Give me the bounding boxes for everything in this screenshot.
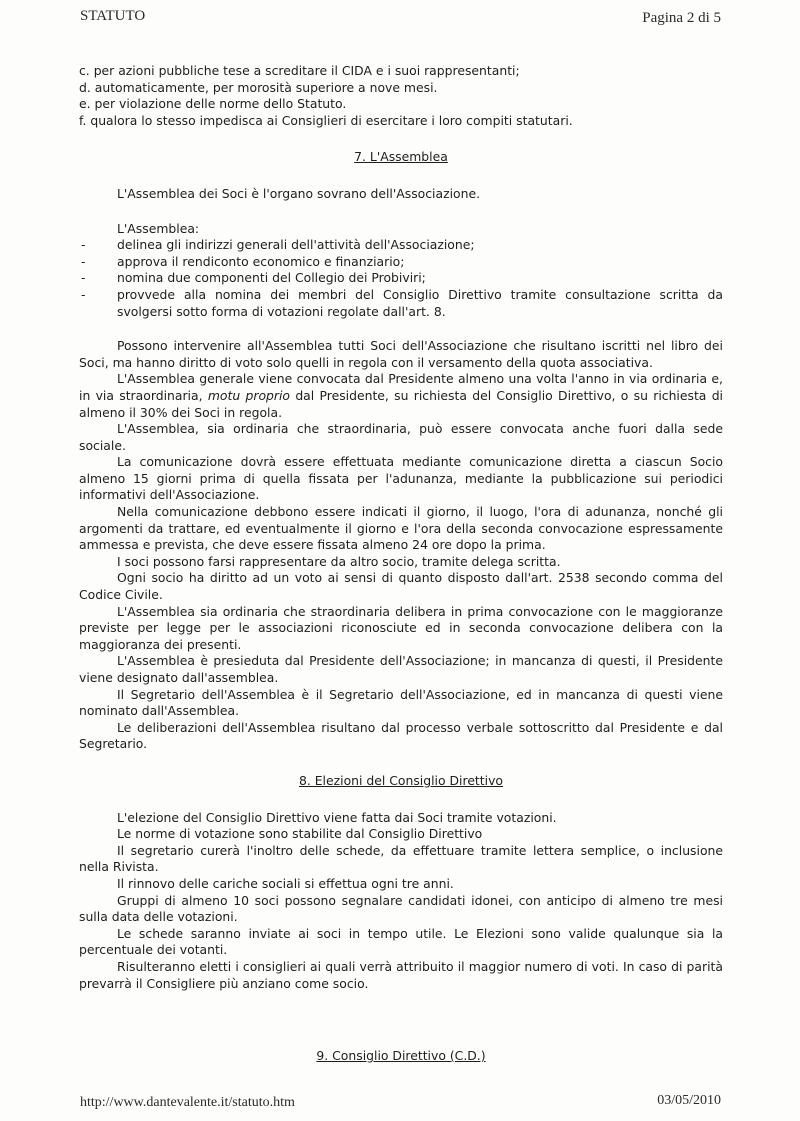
paragraph: L'Assemblea, sia ordinaria che straordinaria, può essere convocata anche fuori dalla sede sociale. <box>79 421 723 453</box>
list-item <box>79 287 723 320</box>
paragraph: Le norme di votazione sono stabilite dal Consiglio Direttivo <box>117 826 483 842</box>
document-body <box>79 63 723 1065</box>
list-item-text: approva il rendiconto economico e finanziario; <box>117 253 405 269</box>
list-item: f. qualora lo stesso impedisca ai Consiglieri di esercitare i loro compiti statutari. <box>79 112 573 128</box>
paragraph: Nella comunicazione debbono essere indicati il giorno, il luogo, l'ora di adunanza, nonché gli argomenti da trattare, ed eventualmente il giorno e l'ora della seconda convocazione espressamente ammessa e prevista, che deve essere fissata almeno 24 ore dopo la prima. <box>79 504 723 553</box>
dash-bullet: - <box>81 286 86 302</box>
text-segment: L'Assemblea generale viene convocata dal Presidente almeno una volta l'anno in via ordinaria e, in via straordinaria, <box>79 371 723 403</box>
paragraph: Risulteranno eletti i consiglieri ai quali verrà attribuito il maggior numero di voti. In caso di parità prevarrà il Consigliere più anziano come socio. <box>79 958 723 991</box>
paragraph: Il segretario curerà l'inoltro delle schede, da effettuare tramite lettera semplice, o inclusione nella Rivista. <box>79 842 723 875</box>
paragraph: L'Assemblea dei Soci è l'organo sovrano dell'Associazione. <box>117 185 481 201</box>
list-intro: L'Assemblea: <box>117 220 200 236</box>
list-item-text: nomina due componenti del Collegio dei Probiviri; <box>117 270 426 286</box>
footer-date: 03/05/2010 <box>657 1093 721 1108</box>
italic-phrase: motu proprio <box>207 387 291 403</box>
list-item <box>79 237 723 254</box>
paragraph: Gruppi di almeno 10 soci possono segnalare candidati idonei, con anticipo di almeno tre mesi sulla data delle votazioni. <box>79 892 723 925</box>
dash-bullet: - <box>81 237 86 253</box>
section-heading-8: 8. Elezioni del Consiglio Direttivo <box>298 772 504 788</box>
paragraph: Le deliberazioni dell'Assemblea risultano dal processo verbale sottoscritto dal Presidente e dal Segretario. <box>79 719 723 752</box>
section-heading-9: 9. Consiglio Direttivo (C.D.) <box>316 1048 486 1064</box>
section-heading-7: 7. L'Assemblea <box>354 149 448 165</box>
list-item: c. per azioni pubbliche tese a screditare il CIDA e i suoi rappresentanti; <box>79 63 520 78</box>
paragraph <box>79 371 723 421</box>
list-item: e. per violazione delle norme dello Statuto. <box>79 96 347 112</box>
paragraph: Ogni socio ha diritto ad un voto ai sensi di quanto disposto dall'art. 2538 secondo comma del Codice Civile. <box>79 570 723 603</box>
paragraph: L'Assemblea è presieduta dal Presidente dell'Associazione; in mancanza di questi, il Presidente viene designato dall'assemblea. <box>79 653 723 685</box>
list-item <box>79 254 723 271</box>
page-number: Pagina 2 di 5 <box>642 10 721 26</box>
paragraph: I soci possono farsi rappresentare da altro socio, tramite delega scritta. <box>117 553 561 569</box>
paragraph: Possono intervenire all'Assemblea tutti Soci dell'Associazione che risultano iscritti nel libro dei Soci, ma hanno diritto di voto solo quelli in regola con il versamento della quota associativa. <box>79 338 723 370</box>
dash-bullet: - <box>81 270 86 286</box>
paragraph: L'Assemblea sia ordinaria che straordinaria delibera in prima convocazione con le maggioranze previste per legge per le associazioni riconosciute ed in seconda convocazione delibera con la maggioranza dei presenti. <box>79 603 723 652</box>
header-title: STATUTO <box>80 8 146 24</box>
list-item <box>79 270 723 287</box>
list-item: d. automaticamente, per morosità superiore a nove mesi. <box>79 79 438 95</box>
paragraph: La comunicazione dovrà essere effettuata mediante comunicazione diretta a ciascun Socio almeno 15 giorni prima di quella fissata per l'adunanza, mediante la pubblicazione sui periodici informativi dell'Associazione. <box>79 454 723 503</box>
list-item-text: delinea gli indirizzi generali dell'attività dell'Associazione; <box>117 237 475 253</box>
list-item-text: provvede alla nomina dei membri del Consiglio Direttivo tramite consultazione scritta da svolgersi sotto forma di votazioni regolate dall'art. 8. <box>117 286 723 319</box>
text-segment: dal Presidente, su richiesta del Consiglio Direttivo, o su richiesta di almeno il 30% dei Soci in regola. <box>79 387 723 420</box>
footer-url: http://www.dantevalente.it/statuto.htm <box>80 1095 295 1110</box>
paragraph: Le schede saranno inviate ai soci in tempo utile. Le Elezioni sono valide qualunque sia la percentuale dei votanti. <box>79 925 723 958</box>
dash-bullet: - <box>81 253 86 269</box>
paragraph: Il rinnovo delle cariche sociali si effettua ogni tre anni. <box>117 875 454 891</box>
paragraph: Il Segretario dell'Assemblea è il Segretario dell'Associazione, ed in mancanza di questi viene nominato dall'Assemblea. <box>79 686 723 719</box>
paragraph: L'elezione del Consiglio Direttivo viene fatta dai Soci tramite votazioni. <box>117 809 557 825</box>
